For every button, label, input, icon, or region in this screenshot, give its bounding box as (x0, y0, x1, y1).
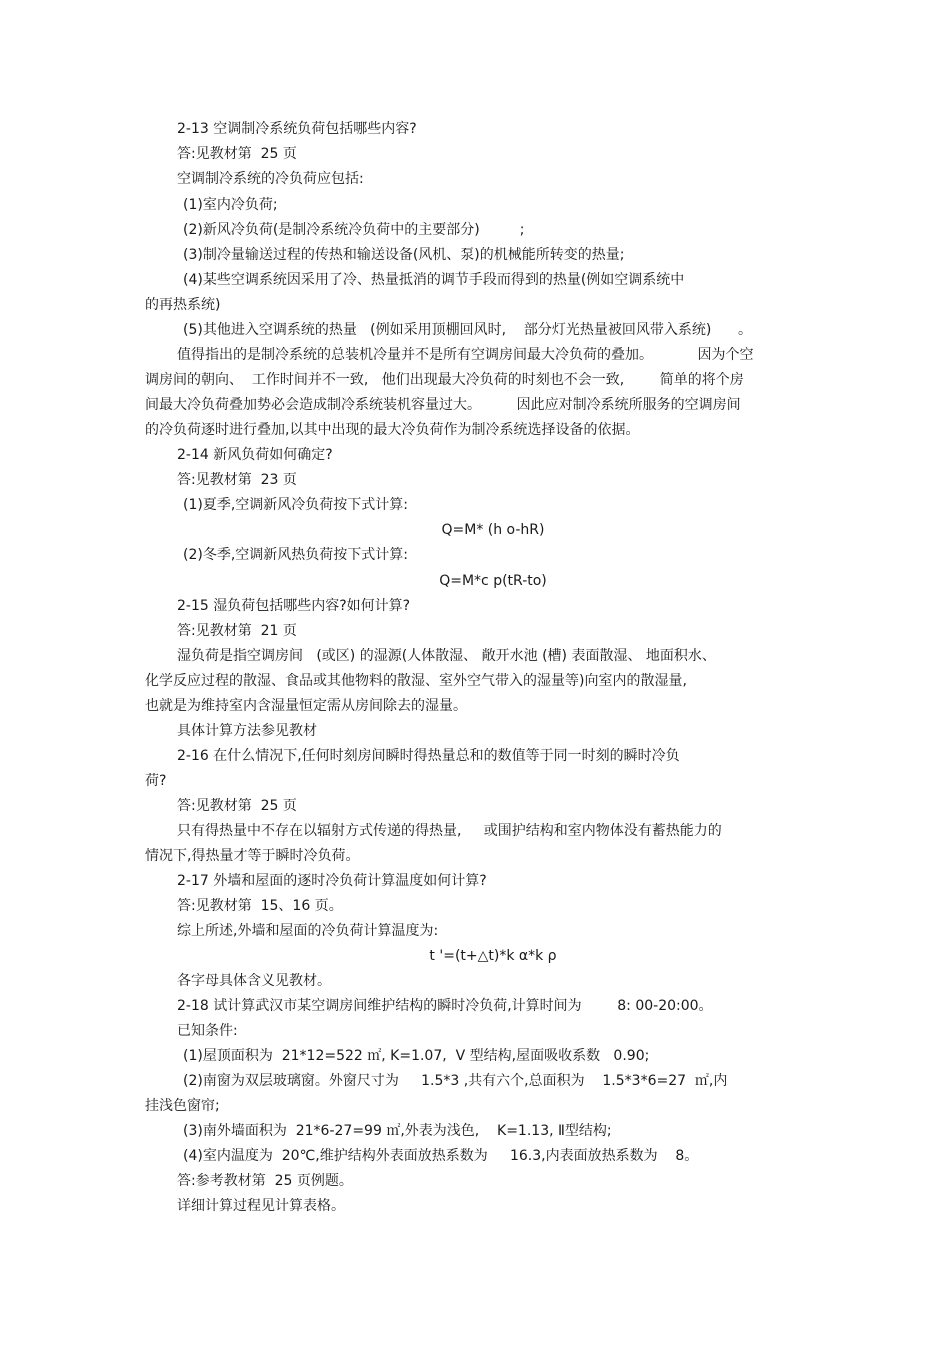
question-2-14: 2-14 新风负荷如何确定? (177, 447, 333, 463)
list-item: (2)新风冷负荷(是制冷系统冷负荷中的主要部分) ; (183, 222, 525, 238)
list-item: (1)夏季,空调新风冷负荷按下式计算: (183, 497, 408, 513)
paragraph-line: 化学反应过程的散湿、食品或其他物料的散湿、室外空气带入的湿量等)向室内的散湿量, (145, 673, 687, 689)
question-2-17: 2-17 外墙和屋面的逐时冷负荷计算温度如何计算? (177, 873, 487, 889)
list-item: (4)某些空调系统因采用了冷、热量抵消的调节手段而得到的热量(例如空调系统中 (183, 272, 685, 288)
paragraph-line: 湿负荷是指空调房间 (或区) 的湿源(人体散湿、 敞开水池 (槽) 表面散湿、 地面积水、 (177, 648, 716, 664)
list-item-continued: 挂浅色窗帘; (145, 1098, 220, 1114)
paragraph-line: 调房间的朝向、 工作时间并不一致, 他们出现最大冷负荷的时刻也不会一致, 简单的将个房 (145, 372, 744, 388)
paragraph-line: 间最大冷负荷叠加势必会造成制冷系统装机容量过大。 因此应对制冷系统所服务的空调房间 (145, 397, 741, 413)
paragraph-line: 值得指出的是制冷系统的总装机冷量并不是所有空调房间最大冷负荷的叠加。 因为个空 (177, 347, 754, 363)
answer-reference: 答:见教材第 21 页 (177, 623, 297, 639)
paragraph-line: 的冷负荷逐时进行叠加,以其中出现的最大冷负荷作为制冷系统选择设备的依据。 (145, 422, 640, 438)
answer-reference: 答:见教材第 25 页 (177, 798, 297, 814)
paragraph-line: 也就是为维持室内含湿量恒定需从房间除去的湿量。 (145, 698, 467, 714)
list-item: (4)室内温度为 20℃,维护结构外表面放热系数为 16.3,内表面放热系数为 8。 (183, 1148, 699, 1164)
list-item: (1)室内冷负荷; (183, 197, 278, 213)
list-item: (3)南外墙面积为 21*6-27=99 ㎡,外表为浅色, K=1.13, Ⅱ型结构; (183, 1123, 612, 1139)
answer-reference: 答:见教材第 15、16 页。 (177, 898, 343, 914)
answer-reference: 答:见教材第 23 页 (177, 472, 297, 488)
answer-reference: 答:见教材第 25 页 (177, 146, 297, 162)
list-item: (2)南窗为双层玻璃窗。外窗尺寸为 1.5*3 ,共有六个,总面积为 1.5*3*6=27 ㎡,内 (183, 1073, 728, 1089)
question-2-16: 2-16 在什么情况下,任何时刻房间瞬时得热量总和的数值等于同一时刻的瞬时冷负 (177, 748, 680, 764)
paragraph-line: 空调制冷系统的冷负荷应包括: (177, 171, 364, 187)
question-2-18: 2-18 试计算武汉市某空调房间维护结构的瞬时冷负荷,计算时间为 8: 00-20:00。 (177, 998, 713, 1014)
formula: t '=(t+△t)*k α*k ρ (429, 948, 557, 964)
paragraph-line: 详细计算过程见计算表格。 (177, 1198, 345, 1214)
list-item: (2)冬季,空调新风热负荷按下式计算: (183, 547, 408, 563)
formula: Q=M* (h o-hR) (441, 522, 545, 538)
question-2-13: 2-13 空调制冷系统负荷包括哪些内容? (177, 121, 417, 137)
paragraph-line: 只有得热量中不存在以辐射方式传递的得热量, 或围护结构和室内物体没有蓄热能力的 (177, 823, 722, 839)
list-item: (1)屋顶面积为 21*12=522 ㎡, K=1.07, V 型结构,屋面吸收系数 0.90; (183, 1048, 650, 1064)
list-item: (5)其他进入空调系统的热量 (例如采用顶棚回风时, 部分灯光热量被回风带入系统) 。 (183, 322, 753, 338)
formula: Q=M*c p(tR-to) (439, 573, 547, 589)
question-2-15: 2-15 湿负荷包括哪些内容?如何计算? (177, 598, 411, 614)
paragraph-line: 综上所述,外墙和屋面的冷负荷计算温度为: (177, 923, 439, 939)
paragraph-line: 具体计算方法参见教材 (177, 723, 317, 739)
paragraph-line: 各字母具体含义见教材。 (177, 973, 331, 989)
question-continued: 荷? (145, 773, 167, 789)
answer-reference: 答:参考教材第 25 页例题。 (177, 1173, 353, 1189)
paragraph-line: 情况下,得热量才等于瞬时冷负荷。 (145, 848, 360, 864)
paragraph-line: 已知条件: (177, 1023, 238, 1039)
list-item-continued: 的再热系统) (145, 297, 221, 313)
list-item: (3)制冷量输送过程的传热和输送设备(风机、泵)的机械能所转变的热量; (183, 247, 625, 263)
